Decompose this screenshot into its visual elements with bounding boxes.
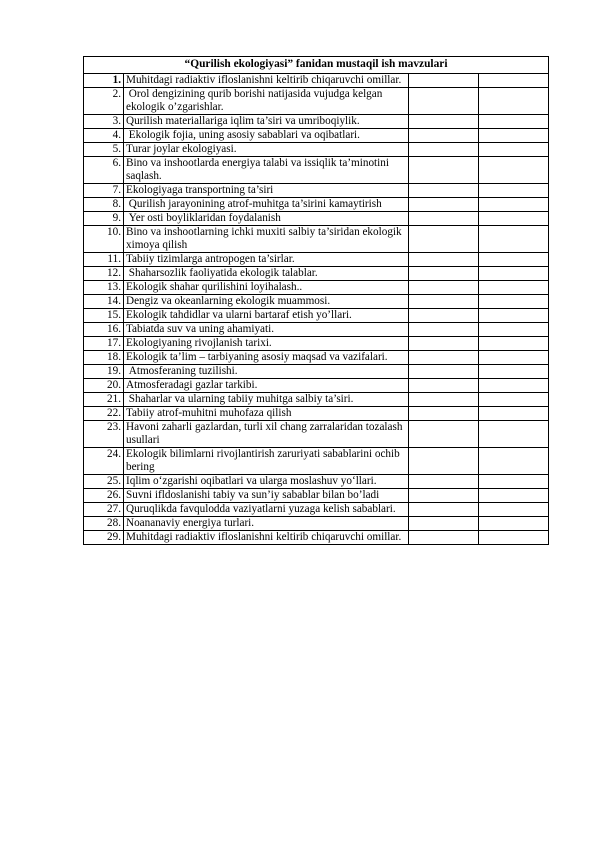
table-row bbox=[84, 421, 549, 448]
row-empty-cell-b bbox=[479, 88, 549, 115]
row-number: 3. bbox=[84, 115, 124, 129]
row-empty-cell-b bbox=[479, 407, 549, 421]
row-empty-cell-a bbox=[409, 393, 479, 407]
row-number: 23. bbox=[84, 421, 124, 448]
row-number: 4. bbox=[84, 129, 124, 143]
row-number: 16. bbox=[84, 323, 124, 337]
row-number: 24. bbox=[84, 448, 124, 475]
row-empty-cell-a bbox=[409, 74, 479, 88]
row-empty-cell-b bbox=[479, 253, 549, 267]
row-number: 21. bbox=[84, 393, 124, 407]
row-number: 22. bbox=[84, 407, 124, 421]
row-number: 17. bbox=[84, 337, 124, 351]
row-empty-cell-a bbox=[409, 212, 479, 226]
row-topic: Havoni zaharli gazlardan, turli xil chang zarralaridan tozalash usullari bbox=[124, 421, 409, 448]
row-topic: Yer osti boyliklaridan foydalanish bbox=[124, 212, 409, 226]
table-row bbox=[84, 407, 549, 421]
row-topic: Orol dengizining qurib borishi natijasida vujudga kelgan ekologik o’zgarishlar. bbox=[124, 88, 409, 115]
table-row bbox=[84, 393, 549, 407]
row-topic: Ekologiyaga transportning ta’siri bbox=[124, 184, 409, 198]
row-empty-cell-a bbox=[409, 267, 479, 281]
row-empty-cell-b bbox=[479, 531, 549, 545]
row-number: 15. bbox=[84, 309, 124, 323]
table-row bbox=[84, 517, 549, 531]
table-row bbox=[84, 475, 549, 489]
row-empty-cell-b bbox=[479, 212, 549, 226]
row-empty-cell-a bbox=[409, 143, 479, 157]
table-row bbox=[84, 379, 549, 393]
row-topic: Shaharsozlik faoliyatida ekologik talablar. bbox=[124, 267, 409, 281]
table-title-row bbox=[84, 57, 549, 74]
row-number: 11. bbox=[84, 253, 124, 267]
row-empty-cell-b bbox=[479, 323, 549, 337]
row-topic: Iqlim o‘zgarishi oqibatlari va ularga moslashuv yo‘llari. bbox=[124, 475, 409, 489]
table-row bbox=[84, 267, 549, 281]
row-number: 12. bbox=[84, 267, 124, 281]
table-row bbox=[84, 115, 549, 129]
row-number: 29. bbox=[84, 531, 124, 545]
row-topic: Suvni ifldoslanishi tabiy va sun’iy sabablar bilan bo’ladi bbox=[124, 489, 409, 503]
row-empty-cell-a bbox=[409, 281, 479, 295]
row-empty-cell-b bbox=[479, 365, 549, 379]
row-number: 8. bbox=[84, 198, 124, 212]
row-empty-cell-b bbox=[479, 198, 549, 212]
row-topic: Shaharlar va ularning tabiiy muhitga salbiy ta’siri. bbox=[124, 393, 409, 407]
row-number: 20. bbox=[84, 379, 124, 393]
row-empty-cell-a bbox=[409, 129, 479, 143]
row-empty-cell-b bbox=[479, 309, 549, 323]
row-number: 26. bbox=[84, 489, 124, 503]
row-topic: Ekologiyaning rivojlanish tarixi. bbox=[124, 337, 409, 351]
table-row bbox=[84, 212, 549, 226]
table-title: “Qurilish ekologiyasi” fanidan mustaqil ish mavzulari bbox=[84, 57, 549, 74]
row-empty-cell-a bbox=[409, 489, 479, 503]
row-topic: Ekologik shahar qurilishini loyihalash.. bbox=[124, 281, 409, 295]
row-number: 9. bbox=[84, 212, 124, 226]
row-empty-cell-a bbox=[409, 309, 479, 323]
table-row bbox=[84, 351, 549, 365]
row-empty-cell-a bbox=[409, 226, 479, 253]
row-empty-cell-b bbox=[479, 503, 549, 517]
table-row bbox=[84, 198, 549, 212]
row-topic: Dengiz va okeanlarning ekologik muammosi. bbox=[124, 295, 409, 309]
row-number: 5. bbox=[84, 143, 124, 157]
row-topic: Tabiatda suv va uning ahamiyati. bbox=[124, 323, 409, 337]
row-topic: Ekologik ta’lim – tarbiyaning asosiy maqsad va vazifalari. bbox=[124, 351, 409, 365]
table-row bbox=[84, 489, 549, 503]
row-empty-cell-a bbox=[409, 531, 479, 545]
table-row bbox=[84, 88, 549, 115]
row-empty-cell-a bbox=[409, 253, 479, 267]
row-empty-cell-a bbox=[409, 337, 479, 351]
row-empty-cell-b bbox=[479, 74, 549, 88]
topics-table bbox=[83, 56, 549, 545]
row-empty-cell-a bbox=[409, 503, 479, 517]
row-topic: Ekologik bilimlarni rivojlantirish zaruriyati sabablarini ochib bering bbox=[124, 448, 409, 475]
row-empty-cell-a bbox=[409, 157, 479, 184]
row-number: 19. bbox=[84, 365, 124, 379]
table-row bbox=[84, 323, 549, 337]
row-empty-cell-a bbox=[409, 475, 479, 489]
row-empty-cell-a bbox=[409, 323, 479, 337]
row-empty-cell-b bbox=[479, 157, 549, 184]
row-empty-cell-b bbox=[479, 337, 549, 351]
row-empty-cell-a bbox=[409, 184, 479, 198]
row-topic: Tabiiy atrof-muhitni muhofaza qilish bbox=[124, 407, 409, 421]
row-empty-cell-a bbox=[409, 407, 479, 421]
row-empty-cell-a bbox=[409, 517, 479, 531]
row-empty-cell-a bbox=[409, 351, 479, 365]
row-number: 27. bbox=[84, 503, 124, 517]
row-number: 13. bbox=[84, 281, 124, 295]
table-row bbox=[84, 281, 549, 295]
table-row bbox=[84, 295, 549, 309]
row-number: 14. bbox=[84, 295, 124, 309]
row-number: 6. bbox=[84, 157, 124, 184]
row-empty-cell-b bbox=[479, 489, 549, 503]
row-empty-cell-a bbox=[409, 448, 479, 475]
row-topic: Muhitdagi radiaktiv ifloslanishni keltirib chiqaruvchi omillar. bbox=[124, 531, 409, 545]
row-topic: Bino va inshootlarda energiya talabi va issiqlik ta’minotini saqlash. bbox=[124, 157, 409, 184]
row-topic: Ekologik fojia, uning asosiy sabablari va oqibatlari. bbox=[124, 129, 409, 143]
row-empty-cell-b bbox=[479, 226, 549, 253]
row-number: 7. bbox=[84, 184, 124, 198]
row-number: 28. bbox=[84, 517, 124, 531]
table-row bbox=[84, 503, 549, 517]
row-empty-cell-b bbox=[479, 475, 549, 489]
row-empty-cell-b bbox=[479, 267, 549, 281]
row-number: 10. bbox=[84, 226, 124, 253]
row-empty-cell-a bbox=[409, 365, 479, 379]
row-topic: Bino va inshootlarning ichki muxiti salbiy ta’siridan ekologik ximoya qilish bbox=[124, 226, 409, 253]
row-empty-cell-a bbox=[409, 421, 479, 448]
row-empty-cell-a bbox=[409, 295, 479, 309]
row-topic: Noananaviy energiya turlari. bbox=[124, 517, 409, 531]
row-empty-cell-b bbox=[479, 421, 549, 448]
row-empty-cell-a bbox=[409, 115, 479, 129]
table-row bbox=[84, 143, 549, 157]
row-number: 18. bbox=[84, 351, 124, 365]
table-row bbox=[84, 531, 549, 545]
table-row bbox=[84, 309, 549, 323]
row-empty-cell-b bbox=[479, 143, 549, 157]
row-empty-cell-a bbox=[409, 379, 479, 393]
row-topic: Muhitdagi radiaktiv ifloslanishni keltirib chiqaruvchi omillar. bbox=[124, 74, 409, 88]
table-row bbox=[84, 157, 549, 184]
row-number: 2. bbox=[84, 88, 124, 115]
row-empty-cell-a bbox=[409, 198, 479, 212]
row-topic: Tabiiy tizimlarga antropogen ta’sirlar. bbox=[124, 253, 409, 267]
table-row bbox=[84, 448, 549, 475]
row-topic: Atmosferadagi gazlar tarkibi. bbox=[124, 379, 409, 393]
topics-sheet bbox=[83, 56, 548, 545]
row-empty-cell-b bbox=[479, 448, 549, 475]
row-empty-cell-a bbox=[409, 88, 479, 115]
table-row bbox=[84, 226, 549, 253]
row-empty-cell-b bbox=[479, 517, 549, 531]
row-number: 25. bbox=[84, 475, 124, 489]
row-number: 1. bbox=[84, 74, 124, 88]
table-row bbox=[84, 365, 549, 379]
row-topic: Turar joylar ekologiyasi. bbox=[124, 143, 409, 157]
row-empty-cell-b bbox=[479, 184, 549, 198]
table-row bbox=[84, 184, 549, 198]
row-empty-cell-b bbox=[479, 281, 549, 295]
row-empty-cell-b bbox=[479, 393, 549, 407]
row-topic: Qurilish materiallariga iqlim ta’siri va umriboqiylik. bbox=[124, 115, 409, 129]
table-row bbox=[84, 129, 549, 143]
row-empty-cell-b bbox=[479, 379, 549, 393]
row-empty-cell-b bbox=[479, 129, 549, 143]
row-topic: Qurilish jarayonining atrof-muhitga ta’sirini kamaytirish bbox=[124, 198, 409, 212]
table-row bbox=[84, 337, 549, 351]
row-empty-cell-b bbox=[479, 295, 549, 309]
row-topic: Ekologik tahdidlar va ularni bartaraf etish yo’llari. bbox=[124, 309, 409, 323]
row-empty-cell-b bbox=[479, 351, 549, 365]
topic-rows bbox=[84, 74, 549, 545]
table-row bbox=[84, 74, 549, 88]
row-topic: Quruqlikda favqulodda vaziyatlarni yuzaga kelish sabablari. bbox=[124, 503, 409, 517]
row-topic: Atmosferaning tuzilishi. bbox=[124, 365, 409, 379]
row-empty-cell-b bbox=[479, 115, 549, 129]
table-row bbox=[84, 253, 549, 267]
